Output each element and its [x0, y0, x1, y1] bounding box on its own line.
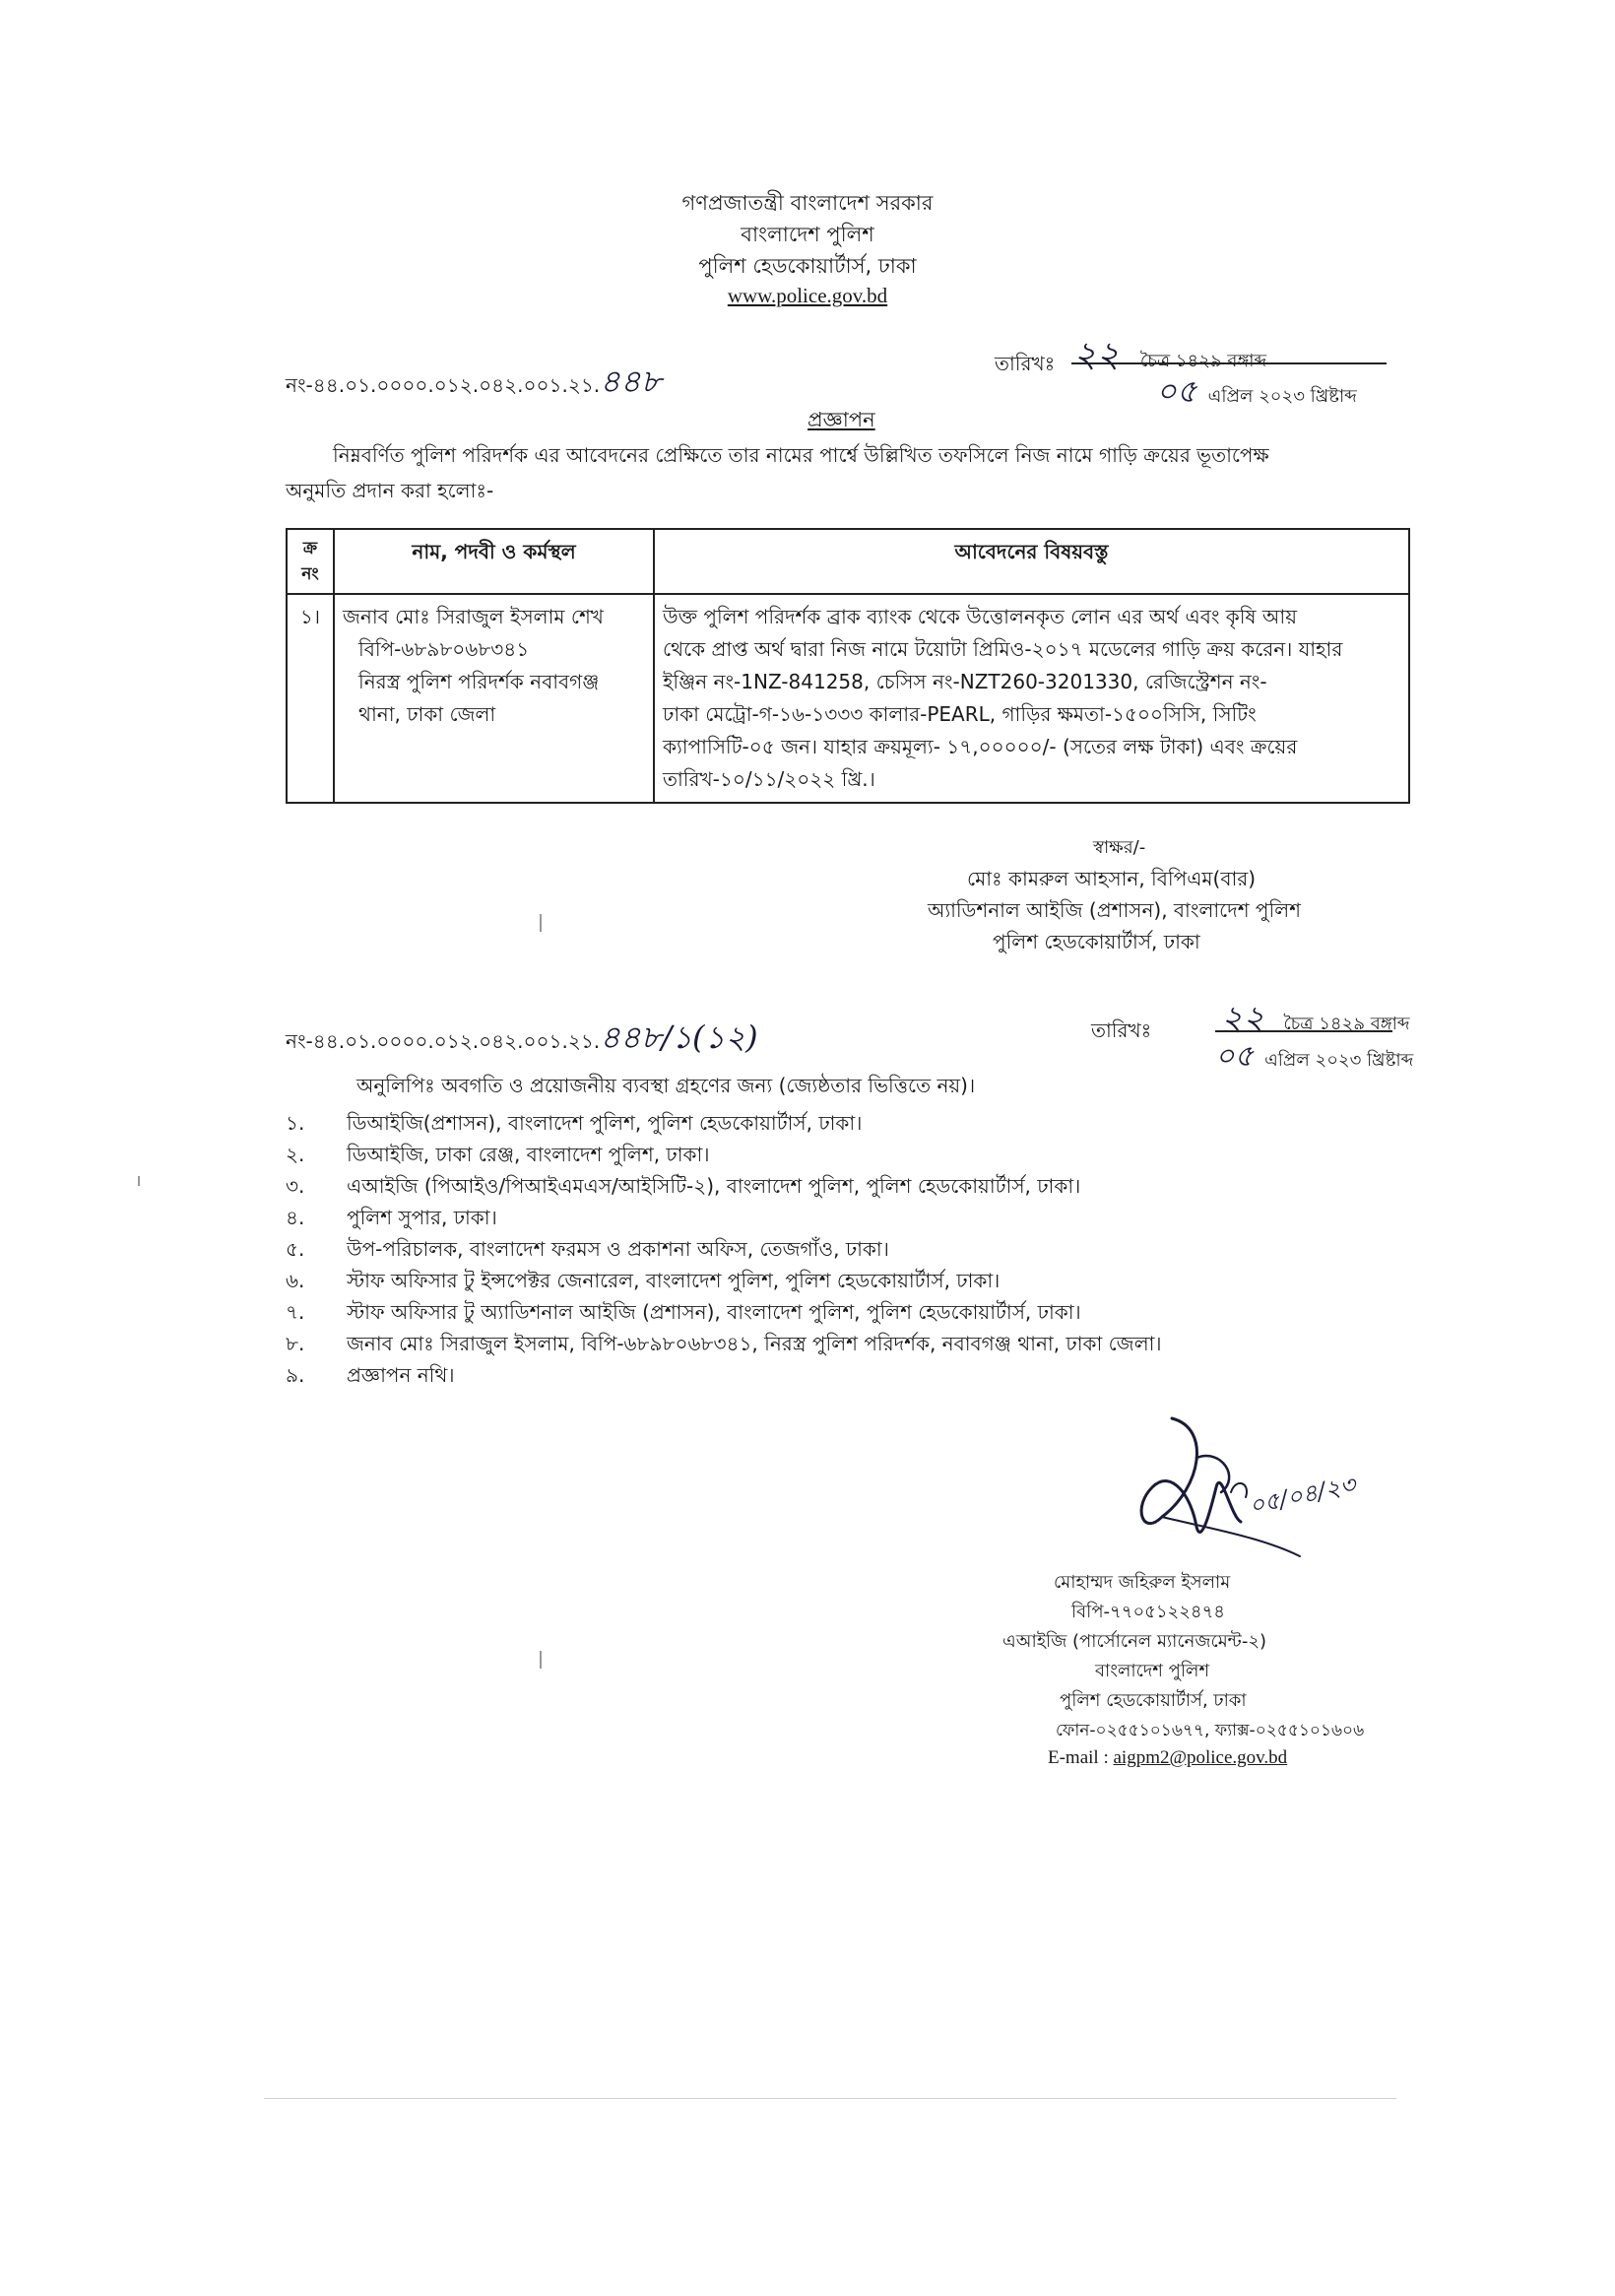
signatory1-name: মোঃ কামরুল আহসান, বিপিএম(বার) — [967, 867, 1257, 890]
website-link[interactable]: www.police.gov.bd — [727, 284, 888, 307]
notice-body-line2: অনুমতি প্রদান করা হলোঃ- — [286, 479, 494, 502]
department-name: বাংলাদেশ পুলিশ — [741, 223, 874, 246]
table-row — [287, 594, 1409, 803]
signatory2-bp: বিপি-৭৭০৫১২২৪৭৪ — [1071, 1602, 1225, 1622]
list-item: ৬. স্টাফ অফিসার টু ইন্সপেক্টর জেনারেল, বাংলাদেশ পুলিশ, পুলিশ হেডকোয়ার্টার্স, ঢাকা। — [286, 1269, 1001, 1292]
signatory2-designation: এআইজি (পার্সোনেল ম্যানেজমেন্ট-২) — [1002, 1631, 1267, 1652]
signatory2-email-row: E-mail : aigpm2@police.gov.bd — [1048, 1747, 1288, 1768]
handwritten-ref: ৪৪৮ — [600, 362, 662, 400]
list-item: ২. ডিআইজি, ঢাকা রেঞ্জ, বাংলাদেশ পুলিশ, ঢাকা। — [286, 1143, 710, 1166]
copy-title: অনুলিপিঃ অবগতি ও প্রয়োজনীয় ব্যবস্থা গ্রহণের জন্য (জ্যেষ্ঠতার ভিত্তিতে নয়)। — [356, 1074, 976, 1097]
header-serial: ক্র নং — [287, 529, 334, 594]
office-name: পুলিশ হেডকোয়ার্টার্স, ঢাকা — [698, 254, 917, 278]
signed-mark: স্বাক্ষর/- — [1093, 837, 1146, 858]
handwritten-ref-copy: ৪৪৮/১(১২) — [600, 1018, 758, 1056]
list-item: ৩. এআইজি (পিআইও/পিআইএমএস/আইসিটি-২), বাংলাদেশ পুলিশ, পুলিশ হেডকোয়ার্টার্স, ঢাকা। — [286, 1174, 1081, 1198]
handwritten-sign-date: ০৫/০৪/২৩ — [1246, 1470, 1359, 1521]
copy-date-label: তারিখঃ — [1091, 1018, 1152, 1042]
list-item: ৮. জনাব মোঃ সিরাজুল ইসলাম, বিপি-৬৮৯৮০৬৮৩৪১, নিরস্ত্র পুলিশ পরিদর্শক, নবাবগঞ্জ থানা, ঢাকা জেলা। — [286, 1332, 1162, 1355]
scan-artifact — [138, 1176, 140, 1186]
copy-date-bn: ২২ চৈত্র ১৪২৯ বঙ্গাব্দ — [1221, 999, 1410, 1038]
notice-body-line1: নিম্নবর্ণিত পুলিশ পরিদর্শক এর আবেদনের প্রেক্ষিতে তার নামের পার্শ্বে উল্লিখিত তফসিলে নিজ নামে গাড়ি ক্রয়ের ভূতাপেক্ষ — [333, 443, 1269, 467]
scan-artifact — [540, 914, 542, 932]
table-header-row — [287, 529, 1409, 594]
signatory2-phone: ফোন-০২৫৫১০১৬৭৭, ফ্যাক্স-০২৫৫১০১৬০৬ — [1056, 1721, 1365, 1740]
list-item: ৪. পুলিশ সুপার, ঢাকা। — [286, 1206, 497, 1229]
header-name: নাম, পদবী ও কর্মস্থল — [334, 529, 654, 594]
memo-date-en: ০৫ এপ্রিল ২০২৩ খ্রিষ্টাব্দ — [1156, 372, 1357, 410]
signatory2-office: পুলিশ হেডকোয়ার্টার্স, ঢাকা — [1060, 1690, 1247, 1711]
memo-date-label: তারিখঃ — [995, 352, 1056, 375]
notice-title: প্রজ্ঞাপন — [808, 408, 875, 431]
scan-artifact — [540, 1651, 542, 1669]
signatory1-office: পুলিশ হেডকোয়ার্টার্স, ঢাকা — [993, 930, 1200, 953]
vehicle-permission-table — [286, 528, 1410, 804]
list-item: ৯. প্রজ্ঞাপন নথি। — [286, 1363, 455, 1387]
copy-date-en: ০৫ এপ্রিল ২০২৩ খ্রিষ্টাব্দ — [1215, 1039, 1414, 1074]
email-link[interactable]: aigpm2@police.gov.bd — [1113, 1747, 1288, 1768]
signatory2-department: বাংলাদেশ পুলিশ — [1095, 1661, 1210, 1681]
signatory2-name: মোহাম্মদ জহিরুল ইসলাম — [1054, 1572, 1231, 1593]
scan-artifact — [264, 2098, 1396, 2099]
memo-ref-no: নং-৪৪.০১.০০০০.০১২.০৪২.০০১.২১.৪৪৮ — [286, 362, 662, 400]
list-item: ৭. স্টাফ অফিসার টু অ্যাডিশনাল আইজি (প্রশাসন), বাংলাদেশ পুলিশ, পুলিশ হেডকোয়ার্টার্স, ঢাকা। — [286, 1300, 1081, 1324]
date-divider — [1071, 362, 1387, 364]
list-item: ৫. উপ-পরিচালক, বাংলাদেশ ফরমস ও প্রকাশনা অফিস, তেজগাঁও, ঢাকা। — [286, 1237, 889, 1261]
copy-ref-no: নং-৪৪.০১.০০০০.০১২.০৪২.০০১.২১.৪৪৮/১(১২) — [286, 1018, 758, 1056]
row-subject-cell: উক্ত পুলিশ পরিদর্শক ব্রাক ব্যাংক থেকে উত্তোলনকৃত লোন এর অর্থ এবং কৃষি আয় থেকে প্রাপ্ত অর্থ দ্বারা নিজ নামে টয়োটা প্রিমিও-২০১৭ মডেলের গাড়ি ক্রয় করেন। যাহার ইঞ্জিন নং-1NZ-841258, চেসিস নং-NZT260-3201330, রেজিস্ট্রেশন নং- ঢাকা মেট্রো-গ-১৬-১৩৩৩ কালার-PEARL, গাড়ির ক্ষমতা-১৫০০সিসি, সিটিং ক্যাপাসিটি-০৫ জন। যাহার ক্রয়মূল্য- ১৭,০০০০০/- (সতের লক্ষ টাকা) এবং ক্রয়ের তারিখ-১০/১১/২০২২ খ্রি.। — [654, 594, 1409, 803]
row-serial: ১। — [287, 594, 334, 803]
memo-date-bn: ২২ চৈত্র ১৪২৯ বঙ্গাব্দ — [1073, 335, 1267, 375]
government-name: গণপ্রজাতন্ত্রী বাংলাদেশ সরকার — [681, 191, 934, 215]
header-subject: আবেদনের বিষয়বস্তু — [654, 529, 1409, 594]
row-name-cell: জনাব মোঃ সিরাজুল ইসলাম শেখ বিপি-৬৮৯৮০৬৮৩৪১ নিরস্ত্র পুলিশ পরিদর্শক নবাবগঞ্জ থানা, ঢাকা জেলা — [334, 594, 654, 803]
signatory1-designation: অ্যাডিশনাল আইজি (প্রশাসন), বাংলাদেশ পুলিশ — [928, 898, 1301, 922]
list-item: ১. ডিআইজি(প্রশাসন), বাংলাদেশ পুলিশ, পুলিশ হেডকোয়ার্টার্স, ঢাকা। — [286, 1111, 863, 1135]
